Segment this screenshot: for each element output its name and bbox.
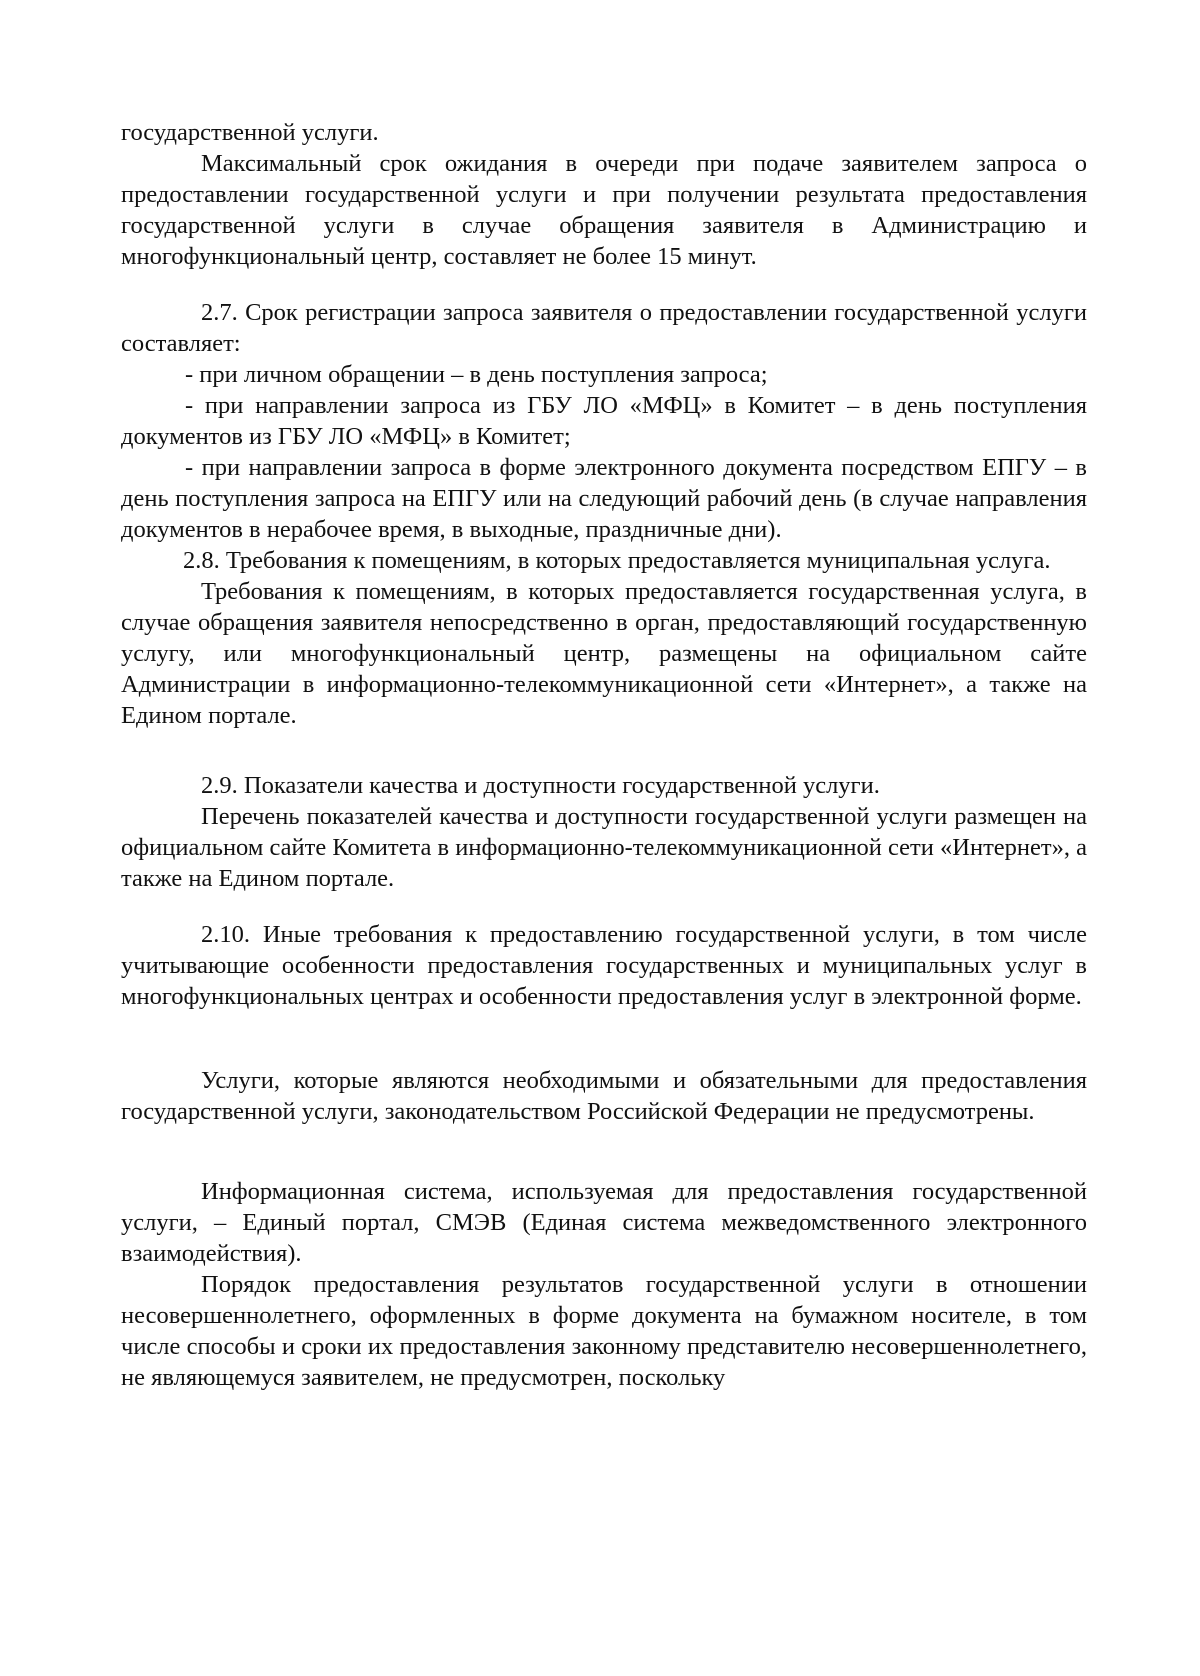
paragraph-2-8-heading: 2.8. Требования к помещениям, в которых предоставляется муниципальная услуга. bbox=[183, 547, 1051, 574]
paragraph-minor-results-order: Порядок предоставления результатов государственной услуги в отношении несовершеннолетнего, оформленных в форме документа на бумажном носителе, в том числе способы и сроки их предоставления законному представителю несовершеннолетнего, не являющемуся заявителем, не предусмотрен, поскольку bbox=[121, 1271, 1087, 1391]
document-text-section-5 bbox=[121, 1065, 1087, 1127]
paragraph-necessary-services: Услуги, которые являются необходимыми и обязательными для предоставления государственной услуги, законодательством Российской Федерации не предусмотрены. bbox=[121, 1067, 1087, 1125]
paragraph-continuation: государственной услуги. bbox=[121, 119, 379, 146]
document-text-section-3 bbox=[121, 770, 1087, 894]
paragraph-2-10-heading: 2.10. Иные требования к предоставлению государственной услуги, в том числе учитывающие особенности предоставления государственных и муниципальных услуг в многофункциональных центрах и особенности предоставления услуг в электронной форме. bbox=[121, 921, 1087, 1010]
document-text-section-1 bbox=[121, 117, 1087, 272]
paragraph-max-waiting-time: Максимальный срок ожидания в очереди при подаче заявителем запроса о предоставлении государственной услуги и при получении результата предоставления государственной услуги в случае обращения заявителя в Администрацию и многофункциональный центр, составляет не более 15 минут. bbox=[121, 150, 1087, 270]
paragraph-2-8-premises: Требования к помещениям, в которых предоставляется государственная услуга, в случае обращения заявителя непосредственно в орган, предоставляющий государственную услугу, или многофункциональный центр, размещены на официальном сайте Администрации в информационно-телекоммуникационной сети «Интернет», а также на Едином портале. bbox=[121, 578, 1087, 729]
paragraph-2-7-item-mfc: - при направлении запроса из ГБУ ЛО «МФЦ» в Комитет – в день поступления документов из ГБУ ЛО «МФЦ» в Комитет; bbox=[121, 392, 1087, 450]
paragraph-2-7-item-personal: - при личном обращении – в день поступления запроса; bbox=[185, 361, 768, 388]
paragraph-2-7-item-epgu: - при направлении запроса в форме электронного документа посредством ЕПГУ – в день поступления запроса на ЕПГУ или на следующий рабочий день (в случае направления документов в нерабочее время, в выходные, праздничные дни). bbox=[121, 454, 1087, 543]
paragraph-information-system: Информационная система, используемая для предоставления государственной услуги, – Единый портал, СМЭВ (Единая система межведомственного электронного взаимодействия). bbox=[121, 1178, 1087, 1267]
document-text-section-4 bbox=[121, 919, 1087, 1012]
paragraph-2-9-heading: 2.9. Показатели качества и доступности государственной услуги. bbox=[201, 772, 880, 799]
paragraph-2-9-indicators: Перечень показателей качества и доступности государственной услуги размещен на официальном сайте Комитета в информационно-телекоммуникационной сети «Интернет», а также на Едином портале. bbox=[121, 803, 1087, 892]
document-text-section-6 bbox=[121, 1176, 1087, 1393]
document-text-section-2 bbox=[121, 297, 1087, 731]
paragraph-2-7-heading: 2.7. Срок регистрации запроса заявителя о предоставлении государственной услуги составляет: bbox=[121, 299, 1087, 357]
